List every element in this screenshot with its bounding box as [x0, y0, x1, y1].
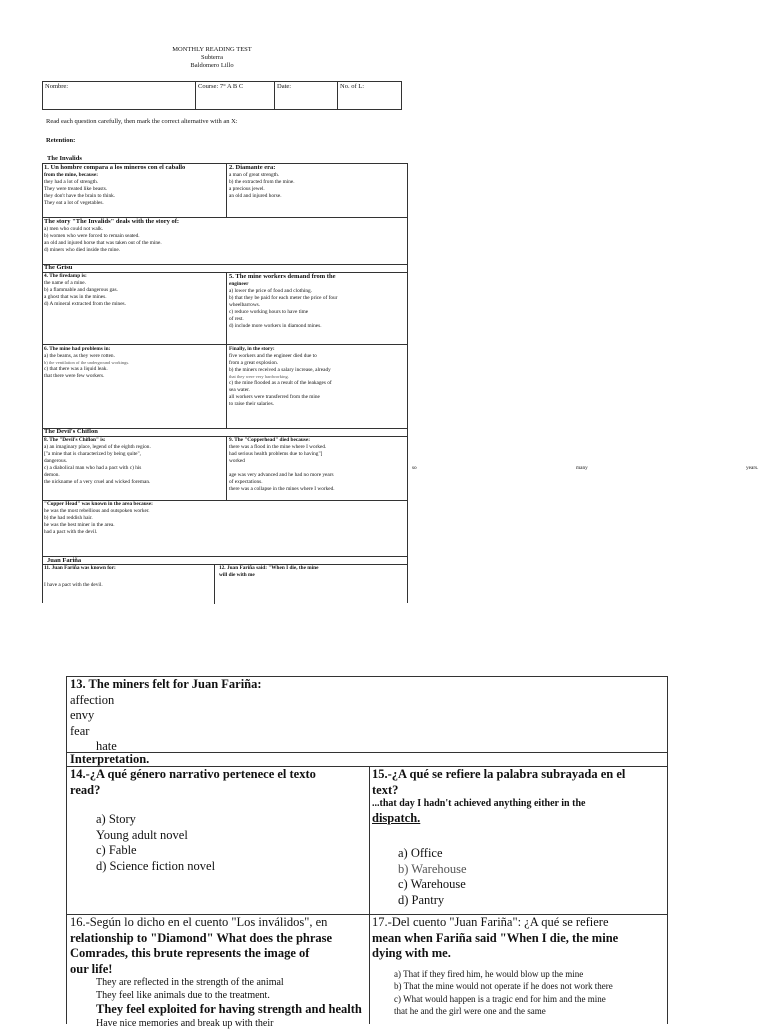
question-17: 17.-Del cuento "Juan Fariña": ¿A qué se refiere mean when Fariña said "When I die, the mine dying with me. a) That if they fired him, he would blow up the mine b) That the mine would not operate if he does not work there c) What would happen is a tragic end for him and the mine that he and the girl were one and the same	[372, 915, 618, 1018]
option[interactable]: a) an imaginary place, legend of the eighth region.	[44, 444, 151, 451]
option[interactable]: a) That if they fired him, he would blow up the mine	[372, 968, 618, 981]
option[interactable]: five workers and the engineer died due to	[229, 353, 332, 360]
option[interactable]: I have a pact with the devil.	[44, 582, 116, 589]
option[interactable]: the nickname of a very cruel and wicked foreman.	[44, 479, 151, 486]
story-title: Subterra	[162, 54, 262, 62]
option[interactable]: affection	[70, 693, 262, 709]
author-name: Baldomero Lillo	[162, 62, 262, 70]
option[interactable]: Young adult novel	[70, 828, 316, 844]
option[interactable]: d) miners who died inside the mine.	[44, 247, 179, 254]
option[interactable]: that he and the girl were one and the same	[372, 1005, 618, 1018]
option[interactable]: a) Office	[372, 846, 625, 862]
question-14: 14.-¿A qué género narrativo pertenece el texto read? a) Story Young adult novel c) Fable d) Science fiction novel	[70, 767, 316, 874]
date-field[interactable]: Date:	[277, 83, 291, 91]
question-7: Finally, in the story: five workers and the engineer died due to from a great explosion. b) the miners received a salary increase, already that they were very hardworking. c) the mine flooded as a result of the leakages of sea water. all workers were transferred from the mine to raise their salaries.	[229, 346, 332, 408]
option[interactable]: a) lower the price of food and clothing.	[229, 288, 337, 295]
overflow-word-so: so	[412, 465, 417, 472]
question-8: 8. The "Devil's Chiflon" is: a) an imaginary place, legend of the eighth region. ["a mine that is characterized by being quite", dangerous. c) a diabolical man who had a pact with c) his demon. the nickname of a very cruel and wicked foreman.	[44, 437, 151, 486]
section-farina: Juan Fariña	[47, 557, 81, 565]
section-invalids: The Invalids	[47, 155, 82, 163]
name-field[interactable]: Nombre:	[45, 83, 68, 91]
option[interactable]: b) the miners received a salary increase, already	[229, 367, 332, 374]
option[interactable]: a) Story	[70, 812, 316, 828]
question-4: 4. The firedamp is: the name of a mine. b) a flammable and dangerous gas. a ghost that was in the mines. d) A mineral extracted from the mines.	[44, 273, 126, 308]
option[interactable]: c) Fable	[70, 843, 316, 859]
section-chiflon: The Devil's Chiflon	[44, 428, 98, 436]
option[interactable]: They eat a lot of vegetables.	[44, 200, 185, 207]
option[interactable]: a) men who could not walk.	[44, 226, 179, 233]
list-number-field[interactable]: No. of L:	[340, 83, 364, 91]
option[interactable]: c) a diabolical man who had a pact with c) his	[44, 465, 151, 472]
option[interactable]: c) reduce working hours to have time	[229, 309, 337, 316]
option[interactable]: They were treated like beasts.	[44, 186, 185, 193]
interpretation-heading: Interpretation.	[70, 752, 149, 768]
option[interactable]: c) What would happen is a tragic end for him and the mine	[372, 993, 618, 1006]
option[interactable]: Have nice memories and break up with their	[70, 1018, 362, 1030]
question-11: 11. Juan Fariña was known for: I have a pact with the devil.	[44, 565, 116, 589]
option[interactable]: b) the ventilation of the underground workings.	[44, 360, 129, 366]
option[interactable]: a precious jewel.	[229, 186, 295, 193]
option[interactable]: there was a collapse in the mines where I worked.	[229, 486, 335, 493]
option[interactable]: b) that they be paid for each meter the price of four	[229, 295, 337, 302]
question-6: 6. The mine had problems in: a) the beams, as they were rotten. b) the ventilation of the underground workings. c) that there was a liquid leak. that there were few workers.	[44, 346, 129, 380]
option[interactable]: d) include more workers in diamond mines.	[229, 323, 337, 330]
option[interactable]: a) the beams, as they were rotten.	[44, 353, 129, 360]
option[interactable]: there was a flood in the mine where I worked.	[229, 444, 335, 451]
overflow-word-years: years.	[746, 465, 759, 472]
option[interactable]: b) the extracted from the mine.	[229, 179, 295, 186]
option[interactable]: b) a flammable and dangerous gas.	[44, 287, 126, 294]
overflow-word-many: many	[576, 465, 588, 472]
option[interactable]: d) Science fiction novel	[70, 859, 316, 875]
section-grisu: The Grisu	[44, 264, 72, 272]
option[interactable]: b) women who were forced to remain seated.	[44, 233, 179, 240]
option[interactable]: a ghost that was in the mines.	[44, 294, 126, 301]
retention-heading: Retention:	[46, 137, 75, 145]
option[interactable]: They are reflected in the strength of the animal	[70, 977, 362, 990]
option[interactable]: c) the mine flooded as a result of the leakages of	[229, 380, 332, 387]
option[interactable]: b) the had reddish hair.	[44, 515, 153, 522]
option[interactable]: envy	[70, 708, 262, 724]
underlined-word: dispatch.	[372, 811, 625, 827]
question-15: 15.-¿A qué se refiere la palabra subrayada en el text? ...that day I hadn't achieved anything either in the dispatch. a) Office b) Warehouse c) Warehouse d) Pantry	[372, 767, 625, 908]
question-2: 2. Diamante era: a man of great strength. b) the extracted from the mine. a precious jewel. an old and injured horse.	[229, 164, 295, 200]
option[interactable]: d) Pantry	[372, 893, 625, 909]
option[interactable]: an old and injured horse.	[229, 193, 295, 200]
option[interactable]: age was very advanced and he had no more years	[229, 472, 335, 479]
option[interactable]: fear	[70, 724, 262, 740]
question-5: 5. The mine workers demand from the engineer a) lower the price of food and clothing. b) that they be paid for each meter the price of four wheelbarrows. c) reduce working hours to have time of rest. d) include more workers in diamond mines.	[229, 273, 337, 330]
option[interactable]: d) A mineral extracted from the mines.	[44, 301, 126, 308]
option[interactable]: he was the most rebellious and outspoken worker.	[44, 508, 153, 515]
question-10: "Copper Head" was known in the area because: he was the most rebellious and outspoken worker. b) the had reddish hair. he was the best miner in the area. had a pact with the devil.	[44, 501, 153, 536]
option[interactable]: they had a lot of strength.	[44, 179, 185, 186]
option[interactable]: he was the best miner in the area.	[44, 522, 153, 529]
option[interactable]: b) That the mine would not operate if he does not work there	[372, 980, 618, 993]
question-9: 9. The "Copperhead" died because: there was a flood in the mine where I worked. had serious health problems due to having"] worked age was very advanced and he had no more years of expectations. there was a collapse in the mines where I worked.	[229, 437, 335, 493]
option[interactable]: they don't have the brain to think.	[44, 193, 185, 200]
question-12: 12. Juan Fariña said: "When I die, the mine will die with me	[219, 565, 318, 579]
option[interactable]: a man of great strength.	[229, 172, 295, 179]
option[interactable]: c) that there was a liquid leak.	[44, 366, 129, 373]
question-16: 16.-Según lo dicho en el cuento "Los inválidos", en relationship to "Diamond" What does the phrase Comrades, this brute represents the image of our life! They are reflected in the strength of the animal They feel like animals due to the treatment. They feel exploited for having strength and health Have nice memories and break up with their	[70, 915, 362, 1030]
question-3: The story "The Invalids" deals with the story of: a) men who could not walk. b) women who were forced to remain seated. an old and injured horse that was taken out of the mine. d) miners who died inside the mine.	[44, 218, 179, 254]
option[interactable]: c) Warehouse	[372, 877, 625, 893]
course-field[interactable]: Course: 7° A B C	[198, 83, 243, 91]
question-13: 13. The miners felt for Juan Fariña: affection envy fear hate	[70, 677, 262, 755]
instructions: Read each question carefully, then mark the correct alternative with an X:	[46, 118, 238, 126]
option[interactable]: hate	[70, 739, 262, 755]
option[interactable]: had serious health problems due to having"]	[229, 451, 335, 458]
option[interactable]: They feel exploited for having strength and health	[70, 1002, 362, 1018]
option[interactable]: that there were few workers.	[44, 373, 129, 380]
option[interactable]: the name of a mine.	[44, 280, 126, 287]
option[interactable]: an old and injured horse that was taken out of the mine.	[44, 240, 179, 247]
option[interactable]: had a pact with the devil.	[44, 529, 153, 536]
option[interactable]: They feel like animals due to the treatment.	[70, 990, 362, 1003]
question-1: 1. Un hombre compara a los mineros con el caballo from the mine, because: they had a lot of strength. They were treated like beasts. they don't have the brain to think. They eat a lot of vegetables.	[44, 164, 185, 207]
option[interactable]: all workers were transferred from the mine	[229, 394, 332, 401]
test-title: MONTHLY READING TEST	[162, 46, 262, 54]
option[interactable]: b) Warehouse	[372, 862, 625, 878]
